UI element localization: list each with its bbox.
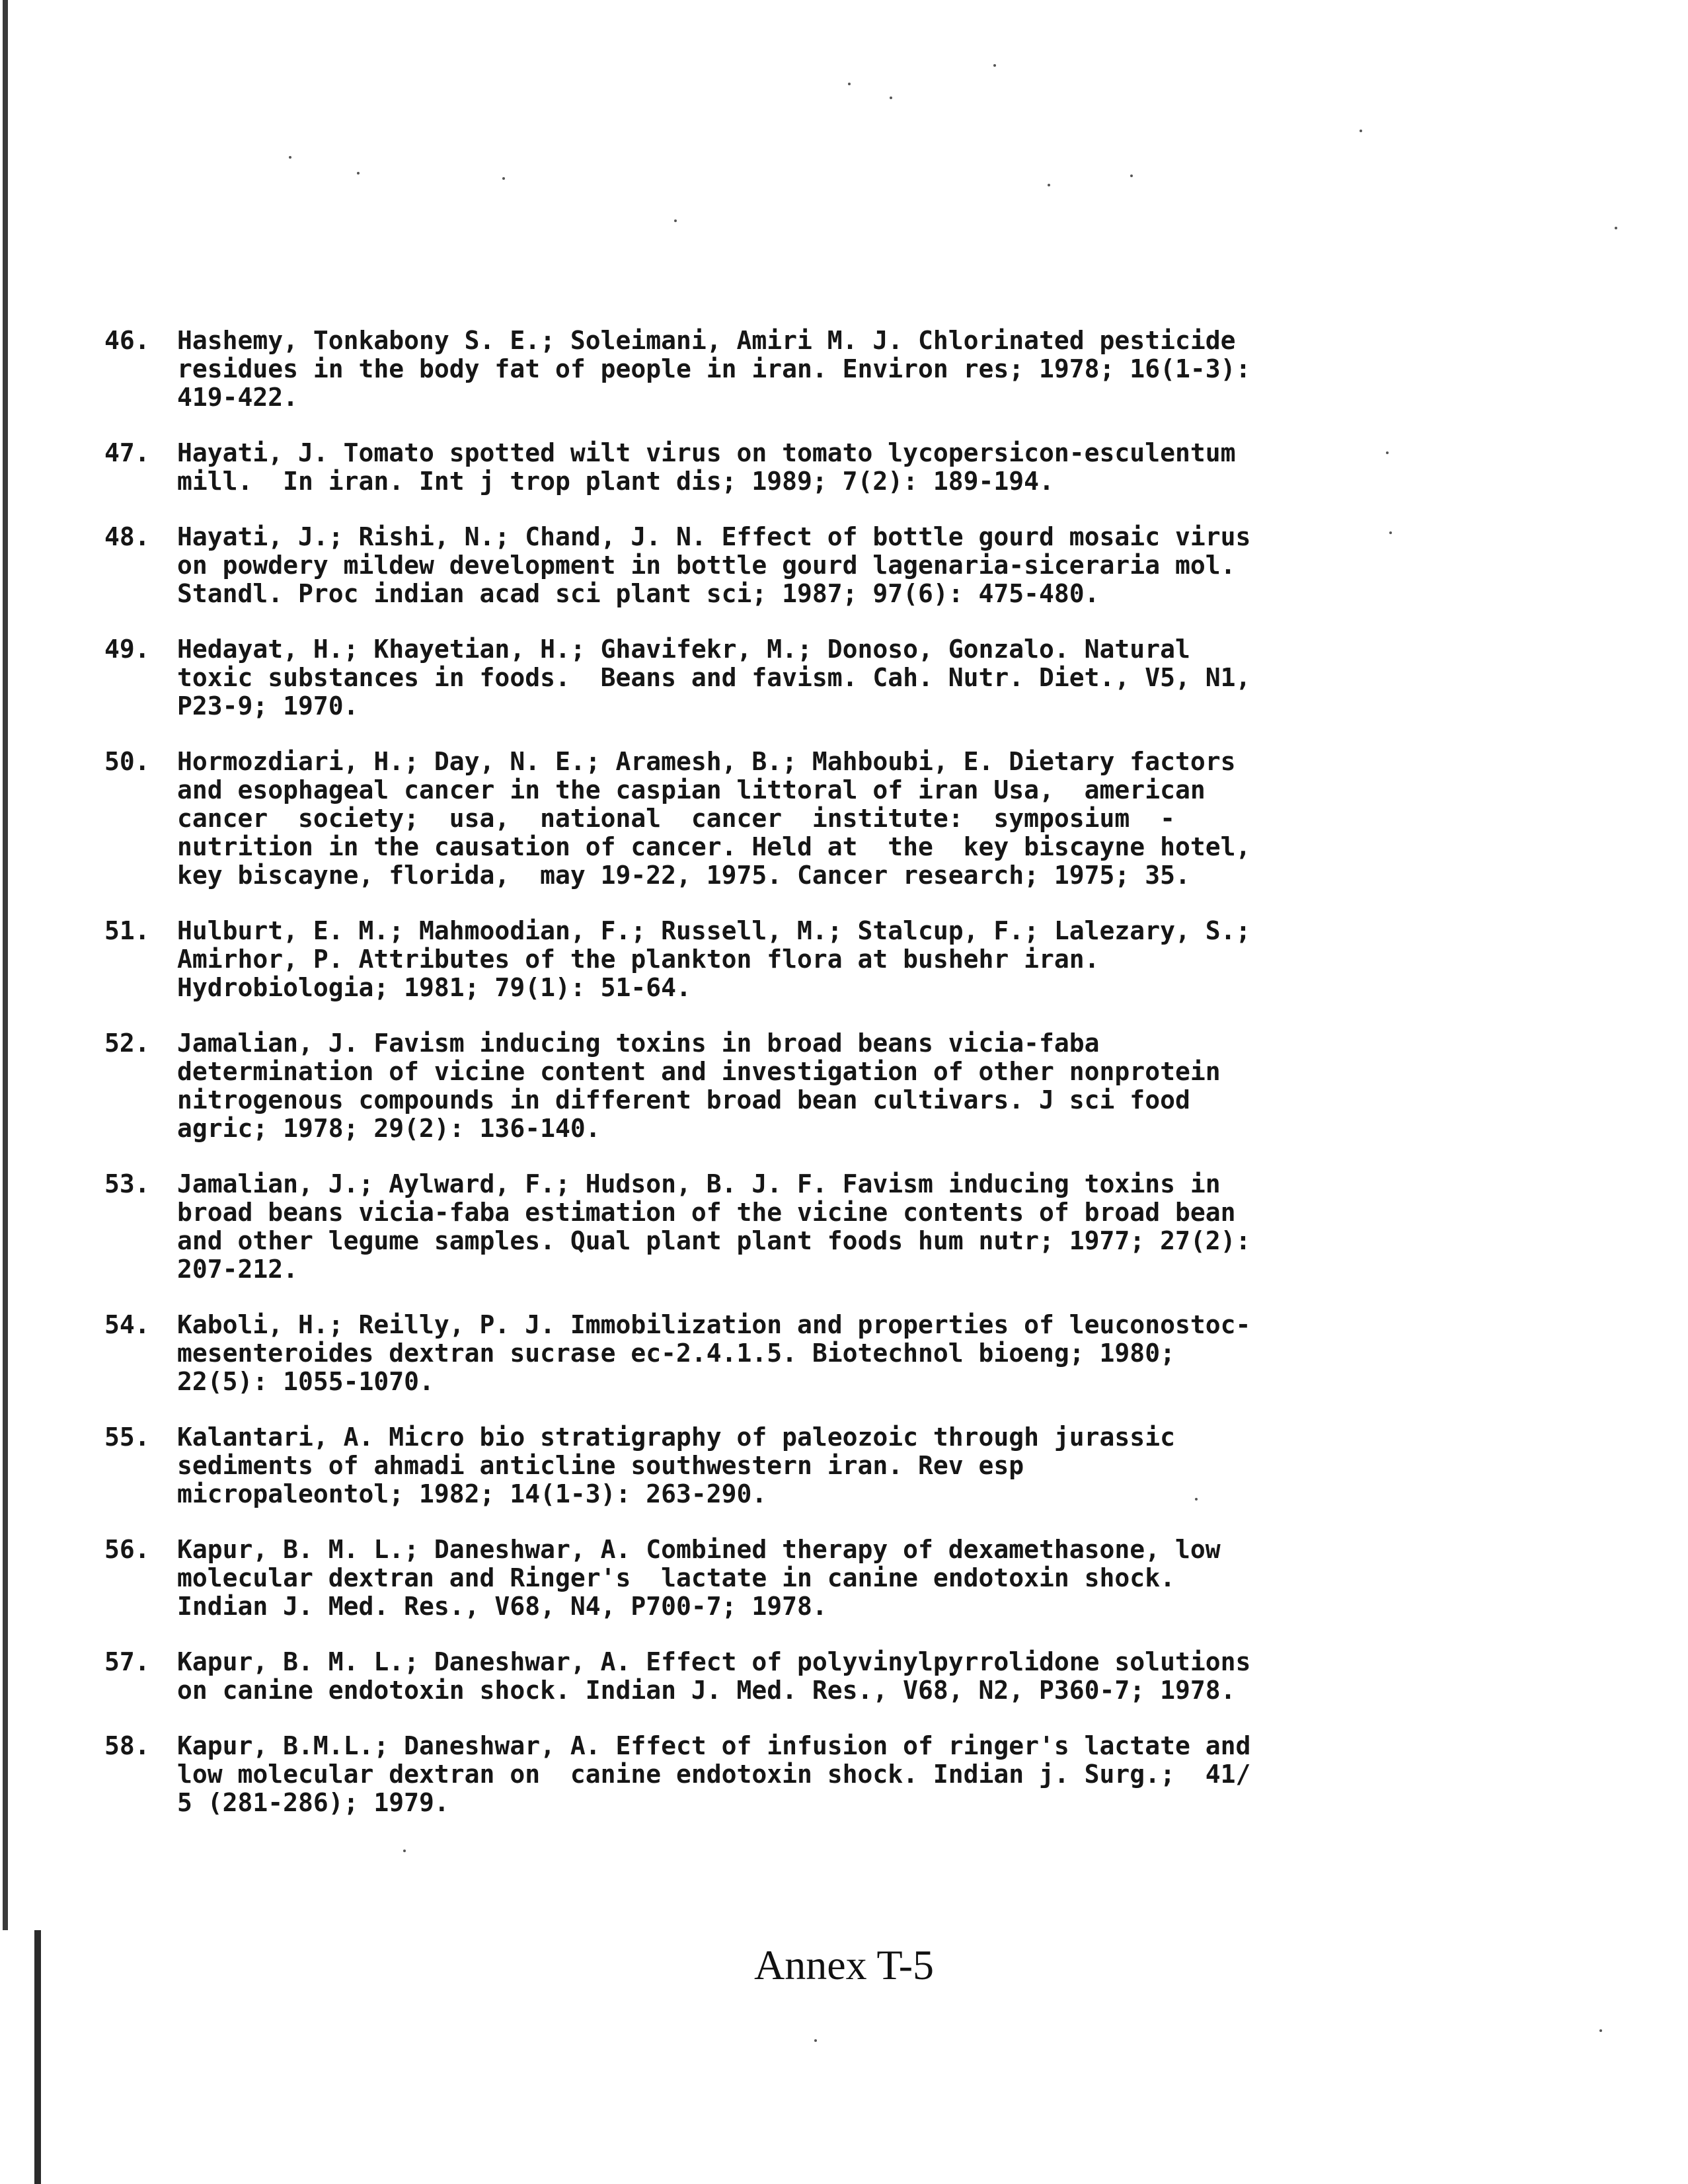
reference-entry (104, 1311, 1426, 1396)
reference-line: 5 (281-286); 1979. (177, 1788, 449, 1817)
reference-line: Hedayat, H.; Khayetian, H.; Ghavifekr, M.; Donoso, Gonzalo. Natural (177, 635, 1190, 664)
reference-entry (104, 439, 1426, 496)
reference-line: Kapur, B. M. L.; Daneshwar, A. Combined therapy of dexamethasone, low (177, 1535, 1221, 1564)
reference-line: Indian J. Med. Res., V68, N4, P700-7; 1978. (177, 1592, 827, 1621)
reference-line: mesenteroides dextran sucrase ec-2.4.1.5. Biotechnol bioeng; 1980; (177, 1339, 1175, 1368)
scan-speck (814, 2039, 817, 2042)
reference-entry (104, 523, 1426, 608)
reference-line: Hayati, J. Tomato spotted wilt virus on tomato lycopersicon-esculentum (177, 438, 1236, 467)
reference-entry (104, 327, 1426, 412)
reference-line: toxic substances in foods. Beans and favism. Cah. Nutr. Diet., V5, N1, (177, 663, 1251, 692)
reference-line: on powdery mildew development in bottle gourd lagenaria-siceraria mol. (177, 551, 1236, 580)
reference-line: key biscayne, florida, may 19-22, 1975. Cancer research; 1975; 35. (177, 861, 1190, 890)
reference-line: Kalantari, A. Micro bio stratigraphy of paleozoic through jurassic (177, 1423, 1175, 1452)
page-footer: Annex T-5 (754, 1941, 934, 1988)
reference-number: 58. (104, 1731, 150, 1760)
reference-entry (104, 1648, 1426, 1705)
reference-line: Amirhor, P. Attributes of the plankton flora at bushehr iran. (177, 945, 1100, 974)
reference-line: Hayati, J.; Rishi, N.; Chand, J. N. Effect of bottle gourd mosaic virus (177, 522, 1251, 551)
reference-number: 54. (104, 1310, 150, 1339)
reference-list (104, 327, 1426, 1844)
reference-number: 56. (104, 1535, 150, 1564)
reference-number: 53. (104, 1169, 150, 1198)
reference-line: broad beans vicia-faba estimation of the vicine contents of broad bean (177, 1198, 1236, 1227)
reference-entry (104, 1536, 1426, 1621)
reference-entry (104, 748, 1426, 890)
reference-line: 419-422. (177, 383, 299, 412)
reference-entry (104, 1029, 1426, 1143)
scan-speck (1360, 130, 1362, 132)
reference-number: 47. (104, 438, 150, 467)
scan-edge-bar (0, 0, 34, 2184)
reference-line: Kaboli, H.; Reilly, P. J. Immobilization and properties of leuconostoc- (177, 1310, 1251, 1339)
reference-number: 57. (104, 1647, 150, 1676)
reference-number: 48. (104, 522, 150, 551)
reference-line: residues in the body fat of people in iran. Environ res; 1978; 16(1-3): (177, 354, 1251, 383)
reference-number: 50. (104, 747, 150, 776)
reference-line: agric; 1978; 29(2): 136-140. (177, 1114, 601, 1143)
scan-speck (993, 64, 996, 67)
reference-line: Standl. Proc indian acad sci plant sci; 1987; 97(6): 475-480. (177, 579, 1100, 608)
reference-line: 22(5): 1055-1070. (177, 1367, 434, 1396)
reference-line: Hulburt, E. M.; Mahmoodian, F.; Russell, M.; Stalcup, F.; Lalezary, S.; (177, 916, 1251, 945)
reference-line: Kapur, B.M.L.; Daneshwar, A. Effect of infusion of ringer's lactate and (177, 1731, 1251, 1760)
reference-entry (104, 1170, 1426, 1284)
reference-line: nitrogenous compounds in different broad bean cultivars. J sci food (177, 1085, 1190, 1114)
reference-line: Jamalian, J. Favism inducing toxins in broad beans vicia-faba (177, 1029, 1100, 1058)
scan-speck (1048, 184, 1050, 186)
reference-line: and esophageal cancer in the caspian littoral of iran Usa, american (177, 775, 1206, 804)
reference-number: 49. (104, 635, 150, 664)
reference-entry (104, 917, 1426, 1002)
reference-line: low molecular dextran on canine endotoxin shock. Indian j. Surg.; 41/ (177, 1760, 1251, 1789)
reference-line: mill. In iran. Int j trop plant dis; 1989; 7(2): 189-194. (177, 467, 1054, 496)
reference-line: micropaleontol; 1982; 14(1-3): 263-290. (177, 1479, 767, 1508)
reference-line: nutrition in the causation of cancer. Held at the key biscayne hotel, (177, 832, 1251, 861)
reference-line: and other legume samples. Qual plant plant foods hum nutr; 1977; 27(2): (177, 1226, 1251, 1255)
scan-speck (289, 156, 291, 159)
reference-line: cancer society; usa, national cancer institute: symposium - (177, 804, 1175, 833)
reference-line: Jamalian, J.; Aylward, F.; Hudson, B. J. F. Favism inducing toxins in (177, 1169, 1221, 1198)
scan-speck (357, 172, 360, 175)
reference-number: 51. (104, 916, 150, 945)
reference-number: 55. (104, 1423, 150, 1452)
reference-entry (104, 1732, 1426, 1817)
scan-speck (890, 97, 892, 99)
scan-speck (848, 83, 851, 85)
scan-speck (403, 1850, 406, 1852)
scan-speck (674, 219, 677, 222)
reference-line: 207-212. (177, 1255, 299, 1284)
scan-speck (1599, 2029, 1602, 2032)
scan-speck (1615, 227, 1617, 229)
reference-line: Hashemy, Tonkabony S. E.; Soleimani, Amiri M. J. Chlorinated pesticide (177, 326, 1236, 355)
scan-speck (1130, 175, 1133, 177)
reference-line: Hormozdiari, H.; Day, N. E.; Aramesh, B.; Mahboubi, E. Dietary factors (177, 747, 1236, 776)
reference-entry (104, 1423, 1426, 1508)
reference-line: on canine endotoxin shock. Indian J. Med. Res., V68, N2, P360-7; 1978. (177, 1676, 1236, 1705)
reference-number: 52. (104, 1029, 150, 1058)
scan-speck (502, 177, 505, 180)
reference-entry (104, 635, 1426, 721)
reference-line: Hydrobiologia; 1981; 79(1): 51-64. (177, 973, 691, 1002)
reference-line: P23-9; 1970. (177, 691, 359, 721)
reference-line: molecular dextran and Ringer's lactate in canine endotoxin shock. (177, 1563, 1175, 1592)
reference-line: sediments of ahmadi anticline southwestern iran. Rev esp (177, 1451, 1024, 1480)
reference-line: Kapur, B. M. L.; Daneshwar, A. Effect of polyvinylpyrrolidone solutions (177, 1647, 1251, 1676)
reference-number: 46. (104, 326, 150, 355)
reference-line: determination of vicine content and investigation of other nonprotein (177, 1057, 1221, 1086)
